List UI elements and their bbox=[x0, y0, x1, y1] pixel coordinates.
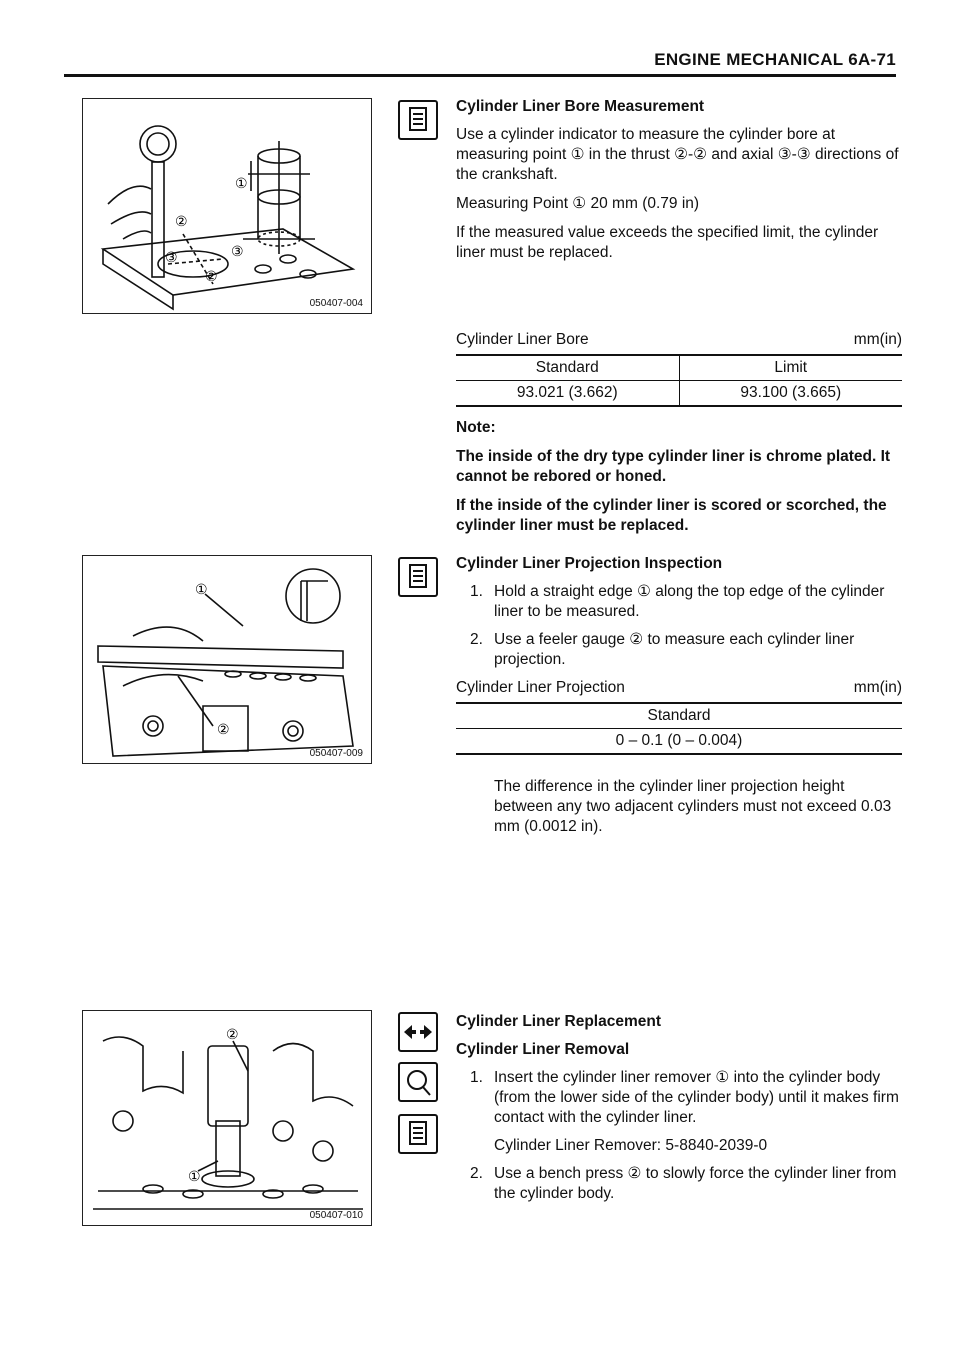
paragraph: Measuring Point ① 20 mm (0.79 in) bbox=[456, 195, 700, 212]
paragraph: The difference in the cylinder liner projection height between any two adjacent cylinders must not exceed 0.03 mm (0.0012 in). bbox=[494, 778, 892, 835]
projection-spec-table bbox=[456, 702, 902, 755]
figure-bore-measurement bbox=[82, 98, 372, 314]
callout-3a: ③ bbox=[165, 249, 178, 265]
section-title: Cylinder Liner Bore Measurement bbox=[456, 98, 705, 115]
paragraph: Use a cylinder indicator to measure the cylinder bore at measuring point ① in the thrust ②-② and axial ③-③ directions of the crankshaft. bbox=[456, 126, 899, 183]
list-item: 2. Use a feeler gauge ② to measure each cylinder liner projection. bbox=[470, 631, 855, 668]
section-title: Cylinder Liner Replacement bbox=[456, 1013, 662, 1030]
tool-line: Cylinder Liner Remover: 5-8840-2039-0 bbox=[494, 1137, 768, 1154]
subsection-title: Cylinder Liner Removal bbox=[456, 1041, 630, 1058]
note-text: If the inside of the cylinder liner is scored or scorched, the cylinder liner must be replaced. bbox=[456, 497, 887, 534]
figure-liner-removal bbox=[82, 1010, 372, 1226]
callout-1: ① bbox=[188, 1168, 201, 1184]
note-text: The inside of the dry type cylinder liner is chrome plated. It cannot be rebored or honed. bbox=[456, 448, 891, 485]
list-item: 1. Hold a straight edge ① along the top edge of the cylinder liner to be measured. bbox=[470, 583, 885, 620]
figure-id: 050407-010 bbox=[309, 1210, 363, 1221]
section-title: Cylinder Liner Projection Inspection bbox=[456, 555, 723, 572]
liner-remover-illustration bbox=[83, 1011, 371, 1225]
table-unit: mm(in) bbox=[853, 331, 902, 348]
callout-1: ① bbox=[195, 581, 208, 597]
note-block bbox=[456, 418, 902, 545]
column-header: Standard bbox=[456, 355, 679, 381]
figure-id: 050407-004 bbox=[309, 298, 363, 309]
section-liner-replacement bbox=[456, 1012, 902, 1212]
table-title: Cylinder Liner Projection bbox=[456, 679, 625, 696]
section-bore-measurement bbox=[456, 97, 902, 272]
section-projection-inspection bbox=[456, 554, 902, 846]
note-label: Note: bbox=[456, 419, 496, 436]
table-unit: mm(in) bbox=[853, 679, 902, 696]
list-item: 1. Insert the cylinder liner remover ① into the cylinder body (from the lower side of the cylinder body) until it makes firm contact with the cylinder liner. bbox=[470, 1069, 899, 1126]
bore-spec-table bbox=[456, 330, 902, 407]
table-title: Cylinder Liner Bore bbox=[456, 331, 589, 348]
callout-1: ① bbox=[235, 175, 248, 191]
callout-3b: ③ bbox=[231, 243, 244, 259]
header-rule bbox=[64, 74, 896, 77]
page-header: ENGINE MECHANICAL 6A-71 bbox=[654, 50, 896, 69]
table-cell: 0 – 0.1 (0 – 0.004) bbox=[456, 729, 902, 755]
paragraph: If the measured value exceeds the specified limit, the cylinder liner must be replaced. bbox=[456, 224, 879, 261]
inspect-icon bbox=[398, 1114, 438, 1154]
column-header: Limit bbox=[679, 355, 902, 381]
bore-gauge-illustration bbox=[83, 99, 371, 313]
table-cell: 93.100 (3.665) bbox=[679, 381, 902, 407]
callout-2: ② bbox=[226, 1026, 239, 1042]
callout-2: ② bbox=[217, 721, 230, 737]
remove-install-icon bbox=[398, 1012, 438, 1052]
special-tool-icon bbox=[398, 1062, 438, 1102]
figure-projection-inspection bbox=[82, 555, 372, 764]
table-cell: 93.021 (3.662) bbox=[456, 381, 679, 407]
callout-2a: ② bbox=[175, 213, 188, 229]
straight-edge-illustration bbox=[83, 556, 371, 763]
list-item: 2. Use a bench press ② to slowly force the cylinder liner from the cylinder body. bbox=[470, 1165, 897, 1202]
inspect-icon bbox=[398, 100, 438, 140]
callout-2b: ② bbox=[205, 268, 218, 284]
column-header: Standard bbox=[456, 703, 902, 729]
figure-id: 050407-009 bbox=[309, 748, 363, 759]
inspect-icon bbox=[398, 557, 438, 597]
